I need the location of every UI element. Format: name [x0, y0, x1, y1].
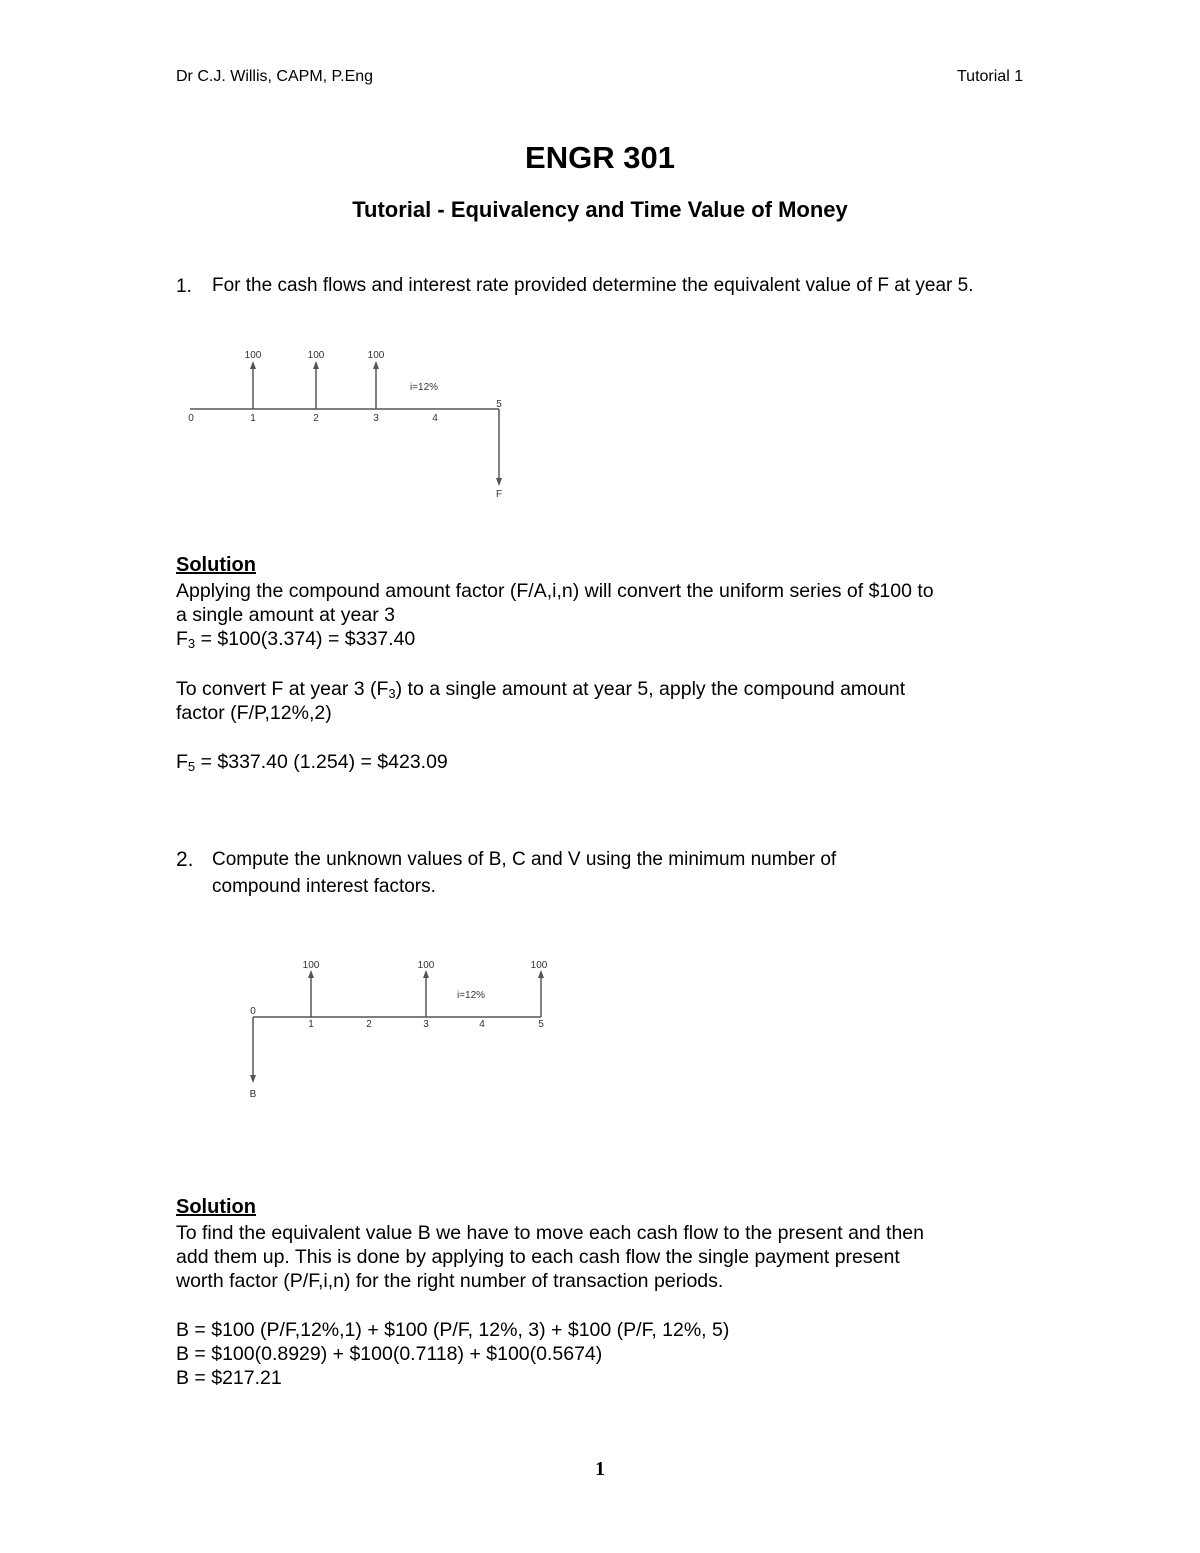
solution-2-line-1: To find the equivalent value B we have to move each cash flow to the present and then: [176, 1222, 924, 1244]
period-label-1: 1: [250, 413, 256, 424]
present-value-label: B: [249, 1089, 257, 1100]
period-label-2: 2: [366, 1019, 372, 1030]
solution-1-line-3: $F_3$ = $100(3.374) = $337.40: [176, 628, 416, 651]
cash-flow-value-3: 100: [367, 350, 385, 361]
period-label-0: 0: [188, 413, 194, 424]
solution-2-line-3: worth factor (P/F,i,n) for the right number of transaction periods.: [176, 1270, 724, 1292]
solution-2-line-5: B = $100(0.8929) + $100(0.7118) + $100(0.5674): [176, 1343, 603, 1365]
header-tutorial: Tutorial 1: [957, 68, 1024, 85]
interest-rate-label: i=12%: [409, 382, 439, 393]
cash-flow-value-1: 100: [244, 350, 262, 361]
solution-1-line-1: Applying the compound amount factor (F/A,i,n) will convert the uniform series of $100 to: [176, 580, 934, 602]
solution-1-line-2: a single amount at year 3: [176, 604, 395, 626]
question-1-number: 1.: [176, 276, 192, 297]
period-label-4: 4: [432, 413, 438, 424]
solution-2-line-4: B = $100 (P/F,12%,1) + $100 (P/F, 12%, 3) + $100 (P/F, 12%, 5): [176, 1319, 730, 1341]
cash-flow-value-5: 100: [530, 960, 548, 971]
solution-2-heading: Solution: [176, 1196, 256, 1218]
solution-1-line-6: $F_5$ = $337.40 (1.254) = $423.09: [176, 751, 448, 774]
question-2-text-line-1: Compute the unknown values of B, C and V using the minimum number of: [212, 849, 837, 870]
period-label-5: 5: [538, 1019, 544, 1030]
page-number: 1: [595, 1458, 605, 1480]
future-value-label: F: [495, 489, 503, 500]
period-label-5: 5: [496, 399, 502, 410]
document-title: ENGR 301: [525, 140, 675, 175]
solution-1-heading: Solution: [176, 554, 256, 576]
cash-flow-value-1: 100: [302, 960, 320, 971]
header-author: Dr C.J. Willis, CAPM, P.Eng: [176, 68, 374, 85]
solution-2-line-6: B = $217.21: [176, 1367, 282, 1389]
question-1-text: For the cash flows and interest rate provided determine the equivalent value of F at year 5.: [212, 275, 974, 296]
question-2-text-line-2: compound interest factors.: [212, 876, 436, 897]
period-label-3: 3: [423, 1019, 429, 1030]
cash-flow-value-2: 100: [307, 350, 325, 361]
period-label-2: 2: [313, 413, 319, 424]
solution-1-line-4: To convert F at year 3 $(F_3)$ to a single amount at year 5, apply the compound amount: [176, 678, 906, 701]
solution-1-line-5: factor (F/P,12%,2): [176, 702, 332, 724]
period-label-1: 1: [308, 1019, 314, 1030]
interest-rate-label: i=12%: [456, 990, 486, 1001]
question-2-number: 2.: [176, 848, 194, 871]
cash-flow-value-3: 100: [417, 960, 435, 971]
solution-2-line-2: add them up. This is done by applying to each cash flow the single payment present: [176, 1246, 900, 1268]
period-label-0: 0: [250, 1006, 256, 1017]
period-label-3: 3: [373, 413, 379, 424]
period-label-4: 4: [479, 1019, 485, 1030]
document-subtitle: Tutorial - Equivalency and Time Value of Money: [352, 197, 848, 222]
